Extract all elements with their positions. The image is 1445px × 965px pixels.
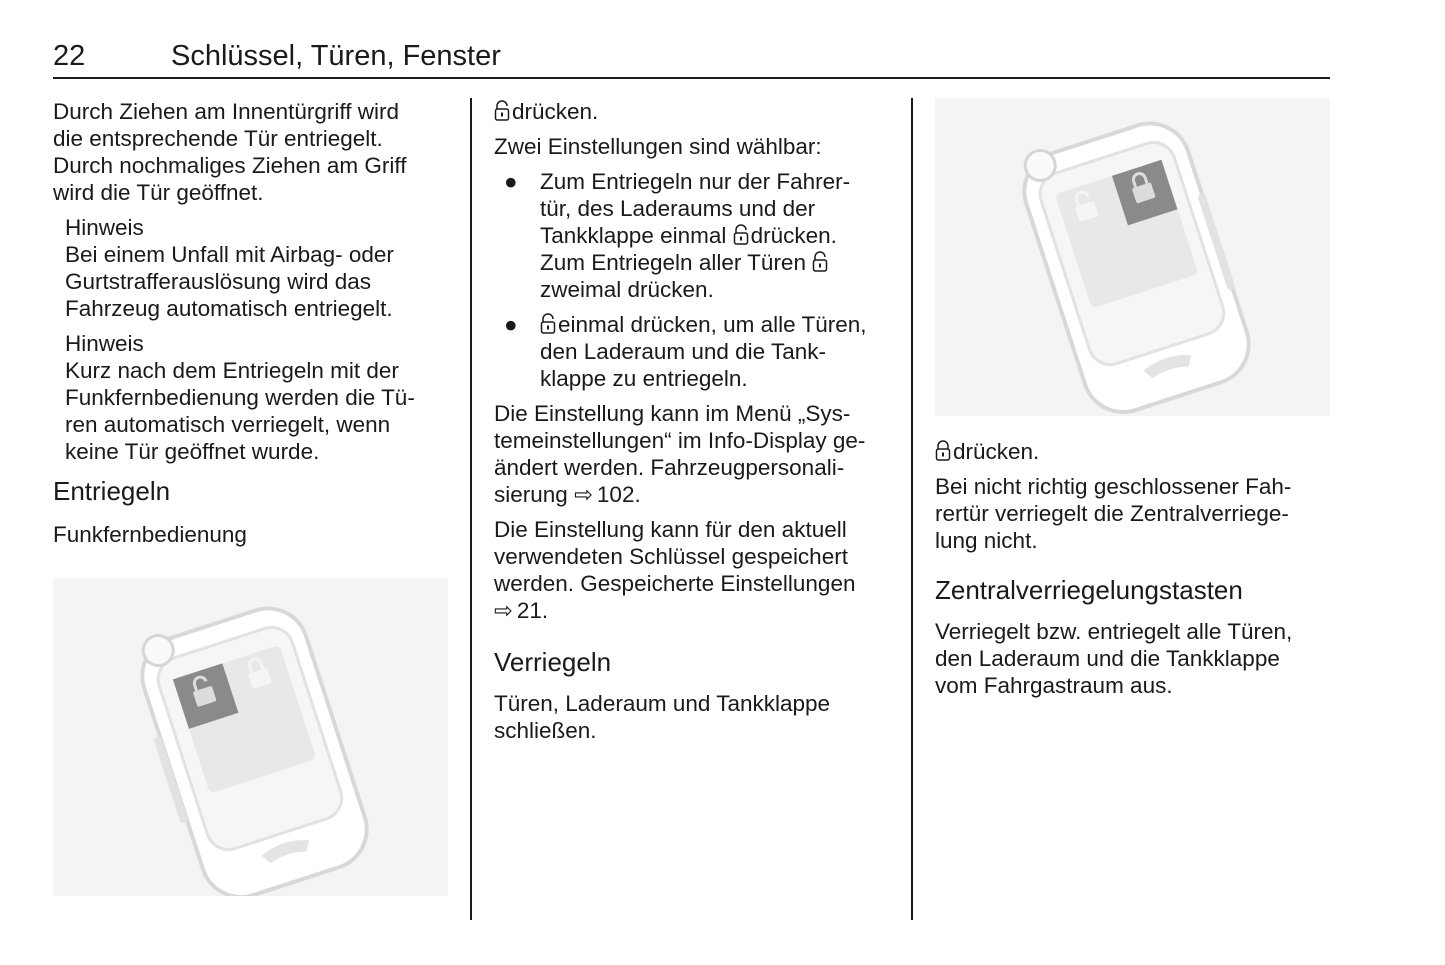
key-fob-image <box>53 578 448 896</box>
note-text: Kurz nach dem Entriegeln mit der Funkfernbedienung werden die Tü- ren automatisch verriegelt, wenn keine Tür geöffnet wurde. <box>65 358 415 464</box>
settings-menu-paragraph: Die Einstellung kann im Menü „Sys- temeinstellungen“ im Info-Display ge- ändert werden. Fahrzeugpersonali- sierung ⇨ 102. <box>494 401 866 507</box>
column-3 <box>935 438 1330 699</box>
lock-icon <box>935 440 951 462</box>
note-title: Hinweis <box>65 331 144 356</box>
heading-zentralverriegelungstasten: Zentralverriegelungstasten <box>935 575 1243 605</box>
intro-paragraph: Durch Ziehen am Innentürgriff wird die entsprechende Tür entriegelt. Durch nochmaliges Ziehen am Griff wird die Tür geöffnet. <box>53 99 407 205</box>
page-number: 22 <box>53 40 86 72</box>
page-reference-arrow-icon: ⇨ <box>574 482 593 507</box>
verriegeln-text: Türen, Laderaum und Tankklappe schließen. <box>494 691 831 743</box>
settings-key-paragraph: Die Einstellung kann für den aktuell verwendeten Schlüssel gespeichert werden. Gespeicherte Einstellungen ⇨ 21. <box>494 517 856 623</box>
list-item: ● einmal drücken, um alle Türen, den Laderaum und die Tank- klappe zu entriegeln. <box>504 312 867 391</box>
page-header <box>53 40 1330 79</box>
note-text: Bei einem Unfall mit Airbag- oder Gurtstrafferauslösung wird das Fahrzeug automatisch entriegelt. <box>65 242 394 321</box>
page-reference-link[interactable]: 21. <box>516 598 549 623</box>
subheading-funkfernbedienung: Funkfernbedienung <box>53 522 247 547</box>
note-airbag <box>65 214 448 322</box>
press-unlock-line: drücken. <box>494 98 894 125</box>
heading-verriegeln: Verriegeln <box>494 647 612 677</box>
unlock-icon <box>812 251 828 273</box>
note-autolock <box>65 330 448 465</box>
column-divider-1 <box>470 98 472 920</box>
list-item: ● Zum Entriegeln nur der Fahrer- tür, des Laderaums und der Tankklappe einmal drücken. Zum Entriegeln aller Türen zweimal drücken. <box>504 169 851 302</box>
key-unlock-illustration <box>53 578 448 896</box>
unlock-icon <box>733 224 749 246</box>
unlock-icon <box>540 313 556 335</box>
key-fob-image <box>935 98 1330 416</box>
page-reference-link[interactable]: 102. <box>596 482 641 507</box>
page-title: Schlüssel, Türen, Fenster <box>171 40 501 72</box>
column-2 <box>494 98 894 744</box>
settings-list <box>494 168 894 392</box>
page-reference-arrow-icon: ⇨ <box>494 598 513 623</box>
bullet-marker: ● <box>504 312 518 337</box>
press-lock-line: drücken. <box>935 438 1330 465</box>
note-title: Hinweis <box>65 215 144 240</box>
unlock-icon <box>494 100 510 122</box>
heading-entriegeln: Entriegeln <box>53 476 171 506</box>
central-locking-text: Verriegelt bzw. entriegelt alle Türen, den Laderaum und die Tankklappe vom Fahrgastraum aus. <box>935 619 1293 698</box>
two-settings-text: Zwei Einstellungen sind wählbar: <box>494 134 822 159</box>
column-1 <box>53 98 448 548</box>
column-divider-2 <box>911 98 913 920</box>
door-not-closed-paragraph: Bei nicht richtig geschlossener Fah- rertür verriegelt die Zentralverriege- lung nicht. <box>935 474 1292 553</box>
key-lock-illustration <box>935 98 1330 416</box>
bullet-marker: ● <box>504 169 518 194</box>
